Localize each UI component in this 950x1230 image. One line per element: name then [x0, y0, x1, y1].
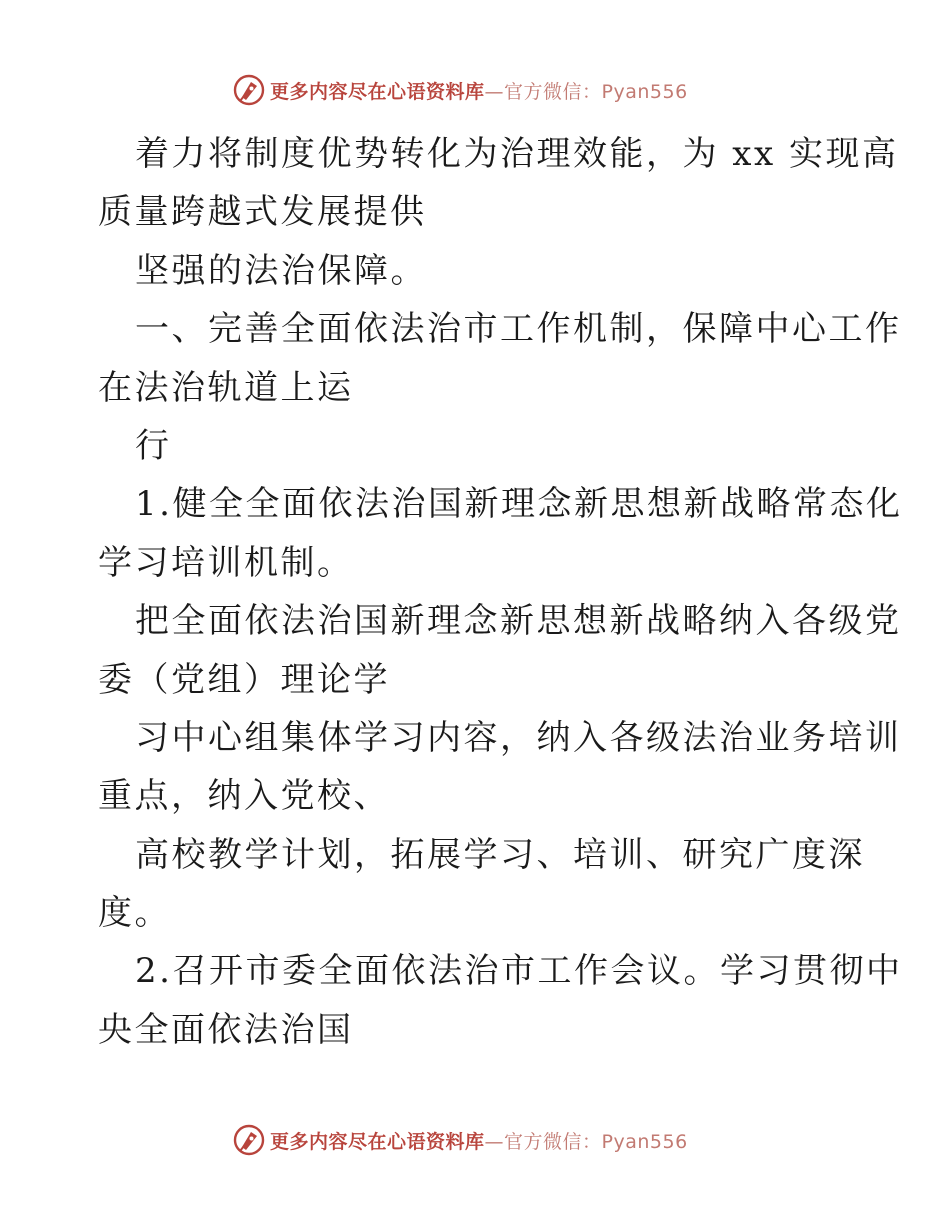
- text-line: 着力将制度优势转化为治理效能，为 xx 实现高: [135, 134, 899, 174]
- watermark-wechat: 官方微信：Pyan556: [504, 80, 688, 103]
- text-line: 学习培训机制。: [98, 542, 354, 583]
- footer-watermark: [232, 1122, 688, 1158]
- watermark-wechat: 官方微信：Pyan556: [504, 1130, 688, 1153]
- document-body: [98, 125, 903, 1059]
- text-line: 委（党组）理论学: [98, 659, 390, 700]
- numbered-item: 2.召开市委全面依法治市工作会议。学习贯彻中: [135, 951, 903, 992]
- text-line: 在法治轨道上运: [98, 367, 354, 408]
- text-line: 重点，纳入党校、: [98, 776, 390, 817]
- watermark-separator: —: [484, 80, 505, 103]
- text-line: 坚强的法治保障。: [135, 250, 427, 291]
- watermark-brand: 更多内容尽在心语资料库: [270, 80, 485, 103]
- text-line: 行: [135, 425, 172, 466]
- text-line: 度。: [98, 893, 171, 934]
- watermark-text: [270, 1127, 688, 1154]
- watermark-text: [270, 77, 688, 104]
- pen-nib-logo-icon: [232, 73, 266, 107]
- header-watermark: [232, 72, 688, 108]
- pen-nib-logo-icon: [232, 1123, 266, 1157]
- text-line: 把全面依法治国新理念新思想新战略纳入各级党: [135, 601, 902, 642]
- text-line: 习中心组集体学习内容，纳入各级法治业务培训: [135, 717, 902, 758]
- numbered-item: 1.健全全面依法治国新理念新思想新战略常态化: [135, 484, 903, 525]
- watermark-separator: —: [484, 1130, 505, 1153]
- section-heading: 一、完善全面依法治市工作机制，保障中心工作: [135, 309, 902, 350]
- text-line: 央全面依法治国: [98, 1009, 354, 1050]
- watermark-brand: 更多内容尽在心语资料库: [270, 1130, 485, 1153]
- text-line: 高校教学计划，拓展学习、培训、研究广度深: [135, 834, 865, 875]
- text-line: 质量跨越式发展提供: [98, 192, 427, 233]
